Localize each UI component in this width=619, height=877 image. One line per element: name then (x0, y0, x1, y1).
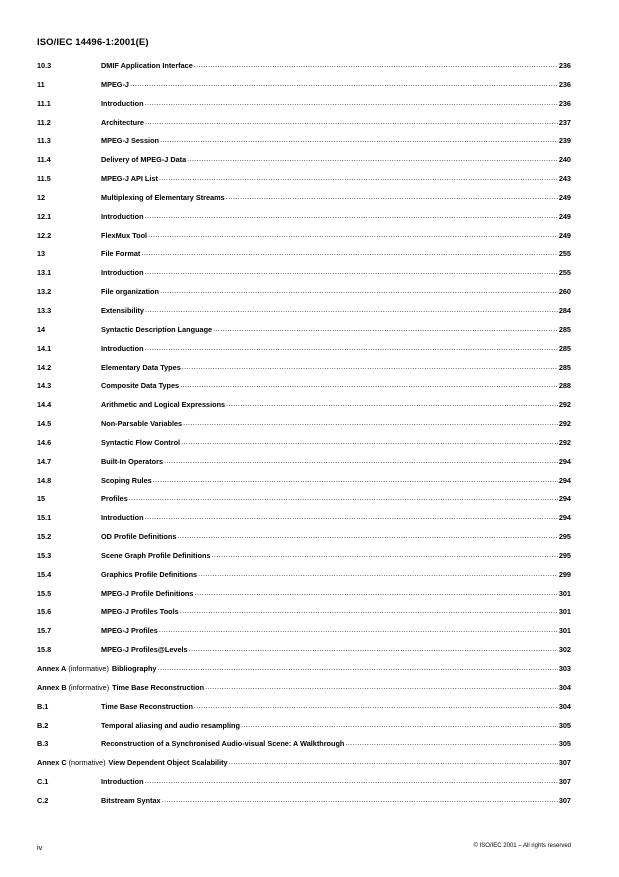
toc-section-number: 12.1 (37, 211, 52, 221)
toc-entry[interactable] (37, 98, 571, 117)
toc-title: Introduction (101, 343, 144, 353)
toc-title: FlexMux Tool (101, 230, 148, 240)
toc-title: Introduction (101, 777, 144, 787)
toc-title: DMIF Application Interface (101, 61, 193, 70)
toc-page-number: 240 (558, 155, 571, 165)
dot-leader (145, 267, 558, 275)
toc-page-number: 255 (558, 268, 571, 278)
toc-entry[interactable] (37, 248, 571, 267)
annex-nature: (informative) (68, 682, 110, 692)
toc-title: MPEG-J Profiles@Levels (101, 645, 188, 655)
toc-page-number: 302 (558, 645, 571, 655)
toc-entry[interactable] (37, 663, 571, 682)
toc-title: Composite Data Types (101, 381, 180, 391)
toc-entry[interactable] (37, 644, 571, 663)
toc-section-number: 15.3 (37, 550, 52, 560)
annex-nature: (informative) (68, 664, 109, 673)
toc-title: MPEG-J API List (101, 174, 158, 184)
toc-section-number: 14 (37, 324, 46, 334)
annex-label (37, 683, 112, 692)
dot-leader (160, 135, 558, 143)
toc-page-number: 307 (558, 777, 571, 787)
dot-leader (141, 248, 557, 256)
dot-leader (345, 738, 557, 746)
dot-leader (194, 701, 558, 709)
annex-label (37, 664, 112, 673)
toc-entry[interactable] (37, 362, 571, 381)
annex-label (37, 758, 109, 767)
toc-section-number: 11.2 (37, 117, 51, 127)
toc-entry[interactable] (37, 682, 571, 701)
toc-entry[interactable] (37, 418, 571, 437)
toc-entry[interactable] (37, 569, 571, 588)
toc-entry[interactable] (37, 493, 571, 512)
toc-title: Non-Parsable Variables (101, 419, 183, 429)
toc-title: File organization (101, 287, 159, 297)
toc-entry[interactable] (37, 192, 571, 211)
toc-section-number: 14.6 (37, 437, 52, 447)
toc-page-number: 243 (558, 174, 571, 184)
document-header: ISO/IEC 14496-1:2001(E) (37, 37, 149, 48)
toc-page-number: 295 (558, 532, 571, 542)
dot-leader (164, 456, 558, 464)
toc-section-number: C.2 (37, 795, 49, 805)
toc-title: Introduction (101, 98, 144, 108)
toc-page-number: 299 (558, 569, 571, 579)
toc-title: Syntactic Flow Control (101, 437, 181, 447)
dot-leader (160, 286, 558, 294)
toc-title: Extensibility (101, 305, 144, 315)
toc-page-number: 260 (558, 287, 571, 297)
annex-id: Annex B (37, 682, 67, 692)
toc-title: File Format (101, 249, 141, 259)
toc-entry[interactable] (37, 173, 571, 192)
toc-title: MPEG-J Profiles Tools (101, 607, 179, 617)
toc-entry[interactable] (37, 211, 571, 230)
toc-entry[interactable] (37, 512, 571, 531)
dot-leader (182, 362, 558, 370)
toc-entry[interactable] (37, 154, 571, 173)
toc-page-number: 304 (558, 701, 571, 711)
dot-leader (162, 795, 558, 803)
toc-entry[interactable] (37, 550, 571, 569)
toc-title: Multiplexing of Elementary Streams (101, 192, 225, 202)
toc-title: Delivery of MPEG-J Data (101, 155, 187, 165)
toc-page-number: 294 (558, 513, 571, 523)
toc-title: Bitstream Syntax (101, 795, 161, 805)
dot-leader (226, 192, 558, 200)
toc-section-number: 11 (37, 79, 45, 89)
toc-entry[interactable] (37, 701, 571, 720)
toc-entry[interactable] (37, 60, 571, 79)
dot-leader (241, 720, 558, 728)
toc-section-number: B.2 (37, 720, 49, 730)
toc-section-number: 15.8 (37, 645, 52, 655)
dot-leader (145, 117, 558, 125)
toc-title: Graphics Profile Definitions (101, 569, 198, 579)
dot-leader (145, 776, 558, 784)
toc-title: Profiles (101, 494, 128, 504)
dot-leader (181, 437, 558, 445)
toc-title: MPEG-J (101, 79, 129, 89)
toc-entry[interactable] (37, 286, 571, 305)
toc-title: View Dependent Object Scalability (108, 758, 228, 768)
toc-title: Time Base Reconstruction (112, 682, 205, 692)
toc-page-number: 255 (558, 249, 571, 259)
toc-title: MPEG-J Session (101, 136, 159, 146)
toc-entry[interactable] (37, 776, 571, 795)
dot-leader (159, 625, 558, 633)
toc-page-number: 294 (558, 456, 571, 466)
dot-leader (183, 418, 558, 426)
toc-title: Built-In Operators (101, 456, 164, 466)
toc-section-number: 13 (37, 249, 46, 259)
toc-title: Scene Graph Profile Definitions (101, 550, 211, 560)
toc-page-number: 288 (558, 381, 571, 391)
toc-page-number: 237 (558, 117, 571, 127)
dot-leader (129, 493, 558, 501)
toc-title: Scoping Rules (101, 475, 152, 485)
dot-leader (194, 588, 557, 596)
dot-leader (226, 399, 558, 407)
toc-entry[interactable] (37, 531, 571, 550)
toc-section-number: 14.5 (37, 419, 52, 429)
toc-page-number: 285 (558, 362, 571, 372)
toc-section-number: 14.1 (37, 343, 52, 353)
toc-page-number: 303 (558, 664, 571, 673)
toc-entry[interactable] (37, 456, 571, 475)
toc-title: Temporal aliasing and audio resampling (101, 720, 240, 730)
toc-title: Architecture (101, 117, 144, 127)
toc-title: Introduction (101, 513, 144, 523)
toc-page-number: 236 (558, 79, 571, 89)
toc-entry[interactable] (37, 437, 571, 456)
dot-leader (145, 98, 558, 106)
toc-page-number: 307 (558, 758, 571, 768)
toc-section-number: 13.3 (37, 305, 52, 315)
toc-page-number: 236 (558, 61, 571, 70)
dot-leader (157, 663, 557, 671)
dot-leader (189, 644, 558, 652)
toc-title: Elementary Data Types (101, 362, 181, 372)
toc-entry[interactable] (37, 625, 571, 644)
toc-page-number: 292 (558, 400, 571, 410)
annex-id: Annex C (37, 758, 67, 768)
toc-section-number: 15.7 (37, 626, 52, 636)
toc-page-number: 285 (558, 324, 571, 334)
toc-page-number: 236 (558, 98, 571, 108)
toc-section-number: C.1 (37, 777, 49, 787)
toc-section-number: 10.3 (37, 61, 52, 70)
toc-entry[interactable] (37, 380, 571, 399)
toc-entry[interactable] (37, 757, 571, 776)
toc-title: OD Profile Definitions (101, 532, 177, 542)
annex-nature: (normative) (68, 758, 106, 768)
toc-page-number: 249 (558, 230, 571, 240)
toc-page-number: 249 (558, 211, 571, 221)
toc-page-number: 284 (558, 305, 571, 315)
toc-page-number: 307 (558, 795, 571, 805)
toc-section-number: 13.1 (37, 268, 52, 278)
toc-section-number: 14.3 (37, 381, 52, 391)
toc-title: Time Base Reconstruction (101, 701, 193, 711)
toc-title: Introduction (101, 211, 144, 221)
toc-section-number: 15.1 (37, 513, 52, 523)
toc-page-number: 301 (558, 607, 571, 617)
toc-title: Syntactic Description Language (101, 324, 213, 334)
toc-entry[interactable] (37, 135, 571, 154)
toc-entry[interactable] (37, 230, 571, 249)
toc-section-number: 14.4 (37, 400, 52, 410)
toc-title: MPEG-J Profiles (101, 626, 158, 636)
dot-leader (194, 60, 558, 68)
copyright-notice: © ISO/IEC 2001 – All rights reserved (473, 843, 571, 849)
toc-page-number: 304 (558, 682, 571, 692)
toc-section-number: B.3 (37, 739, 49, 749)
toc-entry[interactable] (37, 324, 571, 343)
toc-page-number: 305 (558, 720, 571, 730)
toc-entry[interactable] (37, 267, 571, 286)
dot-leader (213, 324, 558, 332)
dot-leader (198, 569, 558, 577)
table-of-contents (37, 60, 571, 814)
toc-page-number: 249 (558, 192, 571, 202)
toc-page-number: 294 (558, 475, 571, 485)
toc-title: Introduction (101, 268, 144, 278)
toc-title: Reconstruction of a Synchronised Audio-visual Scene: A Walkthrough (101, 739, 345, 749)
toc-page-number: 305 (558, 739, 571, 749)
toc-entry[interactable] (37, 795, 571, 814)
toc-entry[interactable] (37, 399, 571, 418)
toc-page-number: 292 (558, 419, 571, 429)
page-number: iv (37, 843, 43, 852)
toc-section-number: 11.1 (37, 98, 51, 108)
dot-leader (211, 550, 557, 558)
dot-leader (145, 305, 558, 313)
toc-section-number: 15.4 (37, 569, 52, 579)
toc-section-number: 14.2 (37, 362, 52, 372)
toc-entry[interactable] (37, 117, 571, 136)
toc-section-number: 11.5 (37, 174, 51, 184)
toc-title: Bibliography (111, 664, 157, 673)
toc-entry[interactable] (37, 720, 571, 739)
toc-section-number: 12.2 (37, 230, 52, 240)
toc-section-number: 11.4 (37, 155, 51, 165)
toc-page-number: 292 (558, 437, 571, 447)
toc-section-number: 15.2 (37, 532, 52, 542)
toc-section-number: 15.6 (37, 607, 52, 617)
toc-entry[interactable] (37, 343, 571, 362)
toc-entry[interactable] (37, 738, 571, 757)
toc-section-number: 14.8 (37, 475, 52, 485)
toc-section-number: 12 (37, 192, 46, 202)
dot-leader (180, 380, 558, 388)
toc-section-number: 14.7 (37, 456, 52, 466)
toc-page-number: 301 (558, 626, 571, 636)
toc-section-number: 15 (37, 494, 46, 504)
dot-leader (130, 79, 558, 87)
dot-leader (229, 757, 558, 765)
toc-title: Arithmetic and Logical Expressions (101, 400, 226, 410)
toc-section-number: 11.3 (37, 136, 51, 146)
toc-entry[interactable] (37, 588, 571, 607)
dot-leader (145, 211, 558, 219)
dot-leader (159, 173, 558, 181)
dot-leader (148, 230, 558, 238)
dot-leader (145, 343, 558, 351)
toc-entry[interactable] (37, 475, 571, 494)
toc-section-number: 13.2 (37, 287, 52, 297)
toc-entry[interactable] (37, 606, 571, 625)
dot-leader (187, 154, 558, 162)
dot-leader (177, 531, 557, 539)
dot-leader (145, 512, 558, 520)
toc-entry[interactable] (37, 305, 571, 324)
toc-title: MPEG-J Profile Definitions (101, 588, 194, 598)
toc-section-number: B.1 (37, 701, 49, 711)
toc-entry[interactable] (37, 79, 571, 98)
toc-page-number: 295 (558, 550, 571, 560)
dot-leader (205, 682, 558, 690)
toc-section-number: 15.5 (37, 588, 52, 598)
dot-leader (153, 475, 558, 483)
annex-id: Annex A (37, 664, 67, 673)
toc-page-number: 301 (558, 588, 571, 598)
dot-leader (180, 606, 558, 614)
toc-page-number: 285 (558, 343, 571, 353)
toc-page-number: 239 (558, 136, 571, 146)
toc-page-number: 294 (558, 494, 571, 504)
